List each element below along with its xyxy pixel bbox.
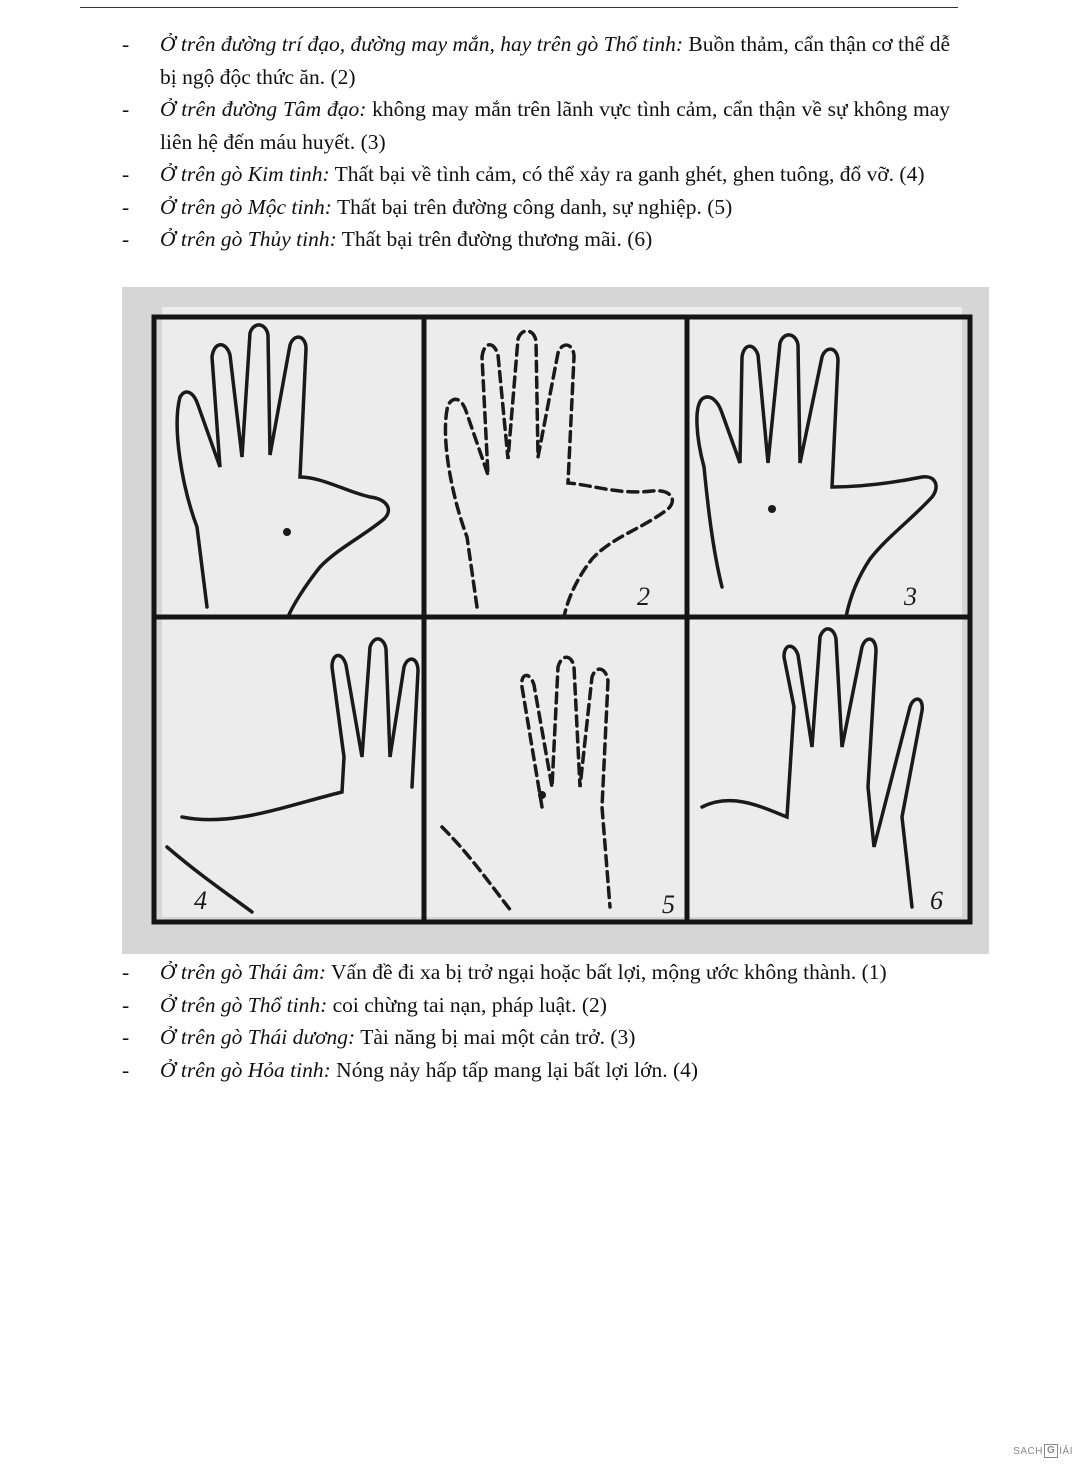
list-item (122, 956, 950, 989)
bullet-dash: - (122, 1025, 130, 1049)
item-text: Thất bại trên đường công danh, sự nghiệp. (5) (331, 194, 733, 219)
logo-box: G (1044, 1444, 1058, 1458)
panel-number: 3 (904, 582, 917, 611)
palm-diagram-figure (122, 287, 989, 954)
bullet-dash: - (122, 32, 130, 56)
panel-number: 5 (662, 890, 675, 919)
text-list-top (122, 28, 950, 256)
item-lead: Ở trên đường trí đạo, đường may mắn, hay trên gò Thổ tinh: (160, 32, 684, 56)
mark-dot (768, 505, 776, 513)
list-item (122, 158, 950, 191)
item-lead: Ở trên gò Thổ tinh: (160, 992, 328, 1017)
list-item (122, 989, 950, 1022)
item-lead: Ở trên gò Thái dương: (160, 1025, 356, 1049)
text-list-bottom (122, 956, 950, 1086)
item-lead: Ở trên gò Thủy tinh: (160, 227, 337, 251)
mark-dot (283, 528, 291, 536)
list-item (122, 1021, 950, 1054)
item-text: không may mắn trên lãnh vực tình cảm, cẩn thận về sự không may liên hệ đến máu huyết. (3) (160, 97, 950, 154)
bullet-dash: - (122, 194, 130, 219)
logo-prefix: SACH (1013, 1445, 1043, 1457)
bullet-dash: - (122, 162, 130, 186)
bullet-dash: - (122, 227, 130, 251)
item-lead: Ở trên gò Hỏa tinh: (160, 1057, 331, 1082)
item-lead: Ở trên gò Thái âm: (160, 960, 327, 984)
bullet-dash: - (122, 1057, 130, 1082)
item-text: Thất bại trên đường thương mãi. (6) (336, 227, 653, 251)
item-text: coi chừng tai nạn, pháp luật. (2) (327, 992, 607, 1017)
list-item (122, 1054, 950, 1087)
panel-number: 4 (194, 886, 207, 915)
panel-number: 2 (637, 582, 650, 611)
mark-dot (538, 791, 546, 799)
list-item (122, 93, 950, 158)
site-logo (1013, 1444, 1073, 1458)
bullet-dash: - (122, 97, 130, 121)
item-text: Nóng nảy hấp tấp mang lại bất lợi lớn. (4) (330, 1057, 699, 1082)
item-lead: Ở trên gò Kim tinh: (160, 162, 330, 186)
bullet-dash: - (122, 992, 130, 1017)
logo-suffix: IẢI (1059, 1445, 1073, 1457)
palm-diagram-svg (122, 287, 989, 954)
item-text: Thất bại về tình cảm, có thể xảy ra ganh ghét, ghen tuông, đổ vỡ. (4) (329, 162, 925, 186)
item-text: Vấn đề đi xa bị trở ngại hoặc bất lợi, mộng ước không thành. (1) (326, 960, 887, 984)
item-text: Buồn thảm, cẩn thận cơ thể dễ bị ngộ độc thức ăn. (2) (160, 32, 950, 89)
item-text: Tài năng bị mai một cản trở. (3) (355, 1025, 636, 1049)
list-item (122, 223, 950, 256)
bullet-dash: - (122, 960, 130, 984)
panel-number: 6 (930, 886, 943, 915)
list-item (122, 191, 950, 224)
item-lead: Ở trên gò Mộc tinh: (160, 194, 332, 219)
list-item (122, 28, 950, 93)
item-lead: Ở trên đường Tâm đạo: (160, 97, 367, 121)
header-rule (80, 7, 958, 8)
